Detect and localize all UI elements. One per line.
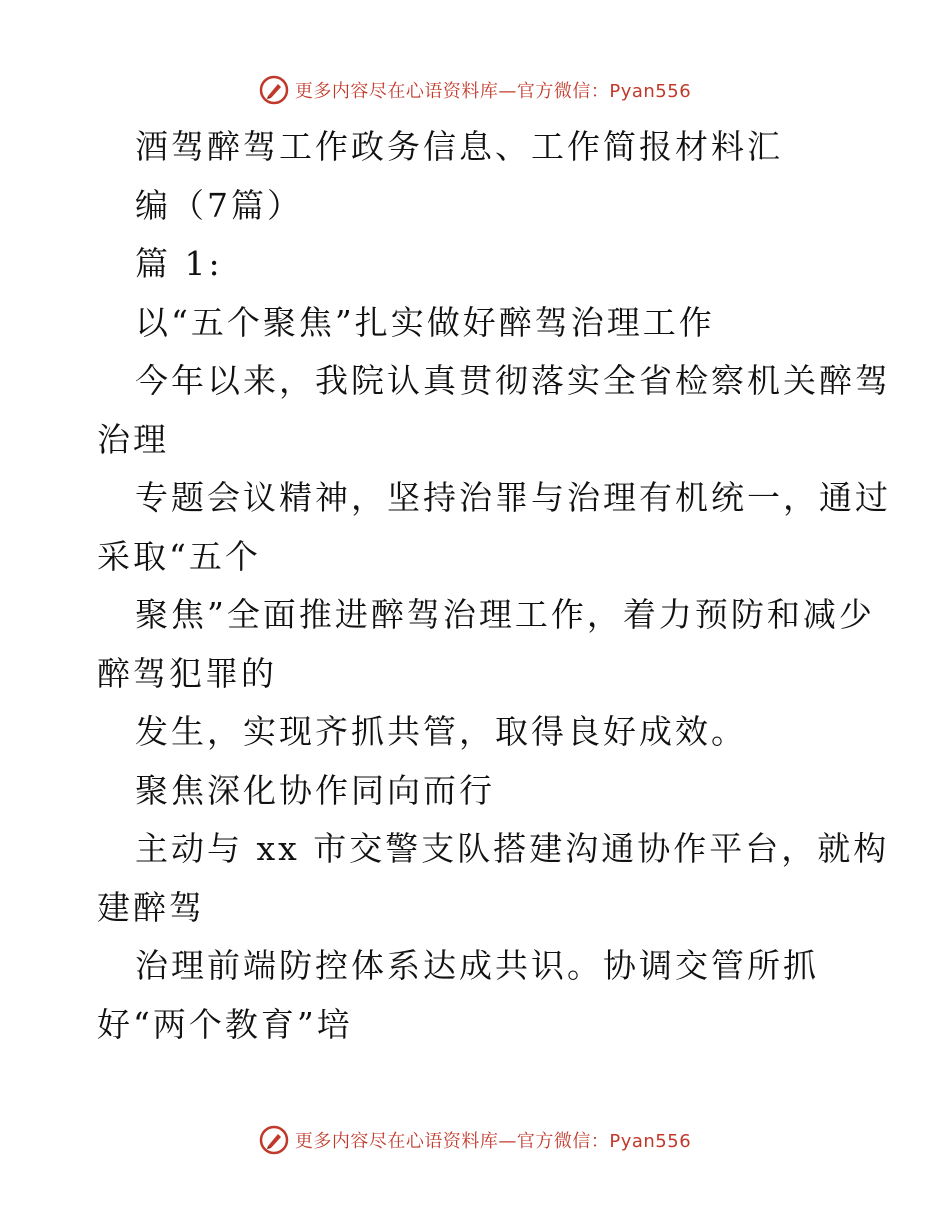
article-heading: 以“五个聚焦”扎实做好醉驾治理工作 — [135, 302, 715, 342]
banner-text: 更多内容尽在心语资料库—官方微信：Pyan556 — [294, 1131, 692, 1152]
paragraph-line: 专题会议精神，坚持治罪与治理有机统一，通过 — [135, 478, 891, 517]
paragraph-line: 主动与 xx 市交警支队搭建沟通协作平台，就构 — [135, 829, 890, 868]
footer-banner — [0, 1120, 950, 1160]
document-body — [0, 118, 950, 1054]
document-title: 酒驾醉驾工作政务信息、工作简报材料汇 — [135, 127, 783, 166]
paragraph-line: 治理前端防控体系达成共识。协调交管所抓 — [135, 946, 819, 985]
paragraph-line: 采取“五个 — [97, 536, 261, 576]
subheading: 聚焦深化协作同向而行 — [135, 770, 495, 810]
pen-logo-icon — [259, 75, 289, 105]
document-title-continued: 编（7篇） — [135, 185, 303, 225]
paragraph-line: 醉驾犯罪的 — [97, 653, 277, 693]
paragraph-line: 聚焦”全面推进醉驾治理工作，着力预防和减少 — [135, 595, 875, 634]
banner-text: 更多内容尽在心语资料库—官方微信：Pyan556 — [294, 81, 692, 102]
pen-logo-icon — [259, 1125, 289, 1155]
paragraph-line: 今年以来，我院认真贯彻落实全省检察机关醉驾 — [135, 361, 891, 400]
paragraph-line: 治理 — [97, 419, 169, 459]
paragraph-line: 发生，实现齐抓共管，取得良好成效。 — [135, 712, 747, 751]
section-label: 篇 1: — [135, 244, 223, 283]
paragraph-line: 好“两个教育”培 — [97, 1004, 353, 1044]
paragraph-line: 建醉驾 — [97, 887, 205, 927]
header-banner — [0, 70, 950, 110]
